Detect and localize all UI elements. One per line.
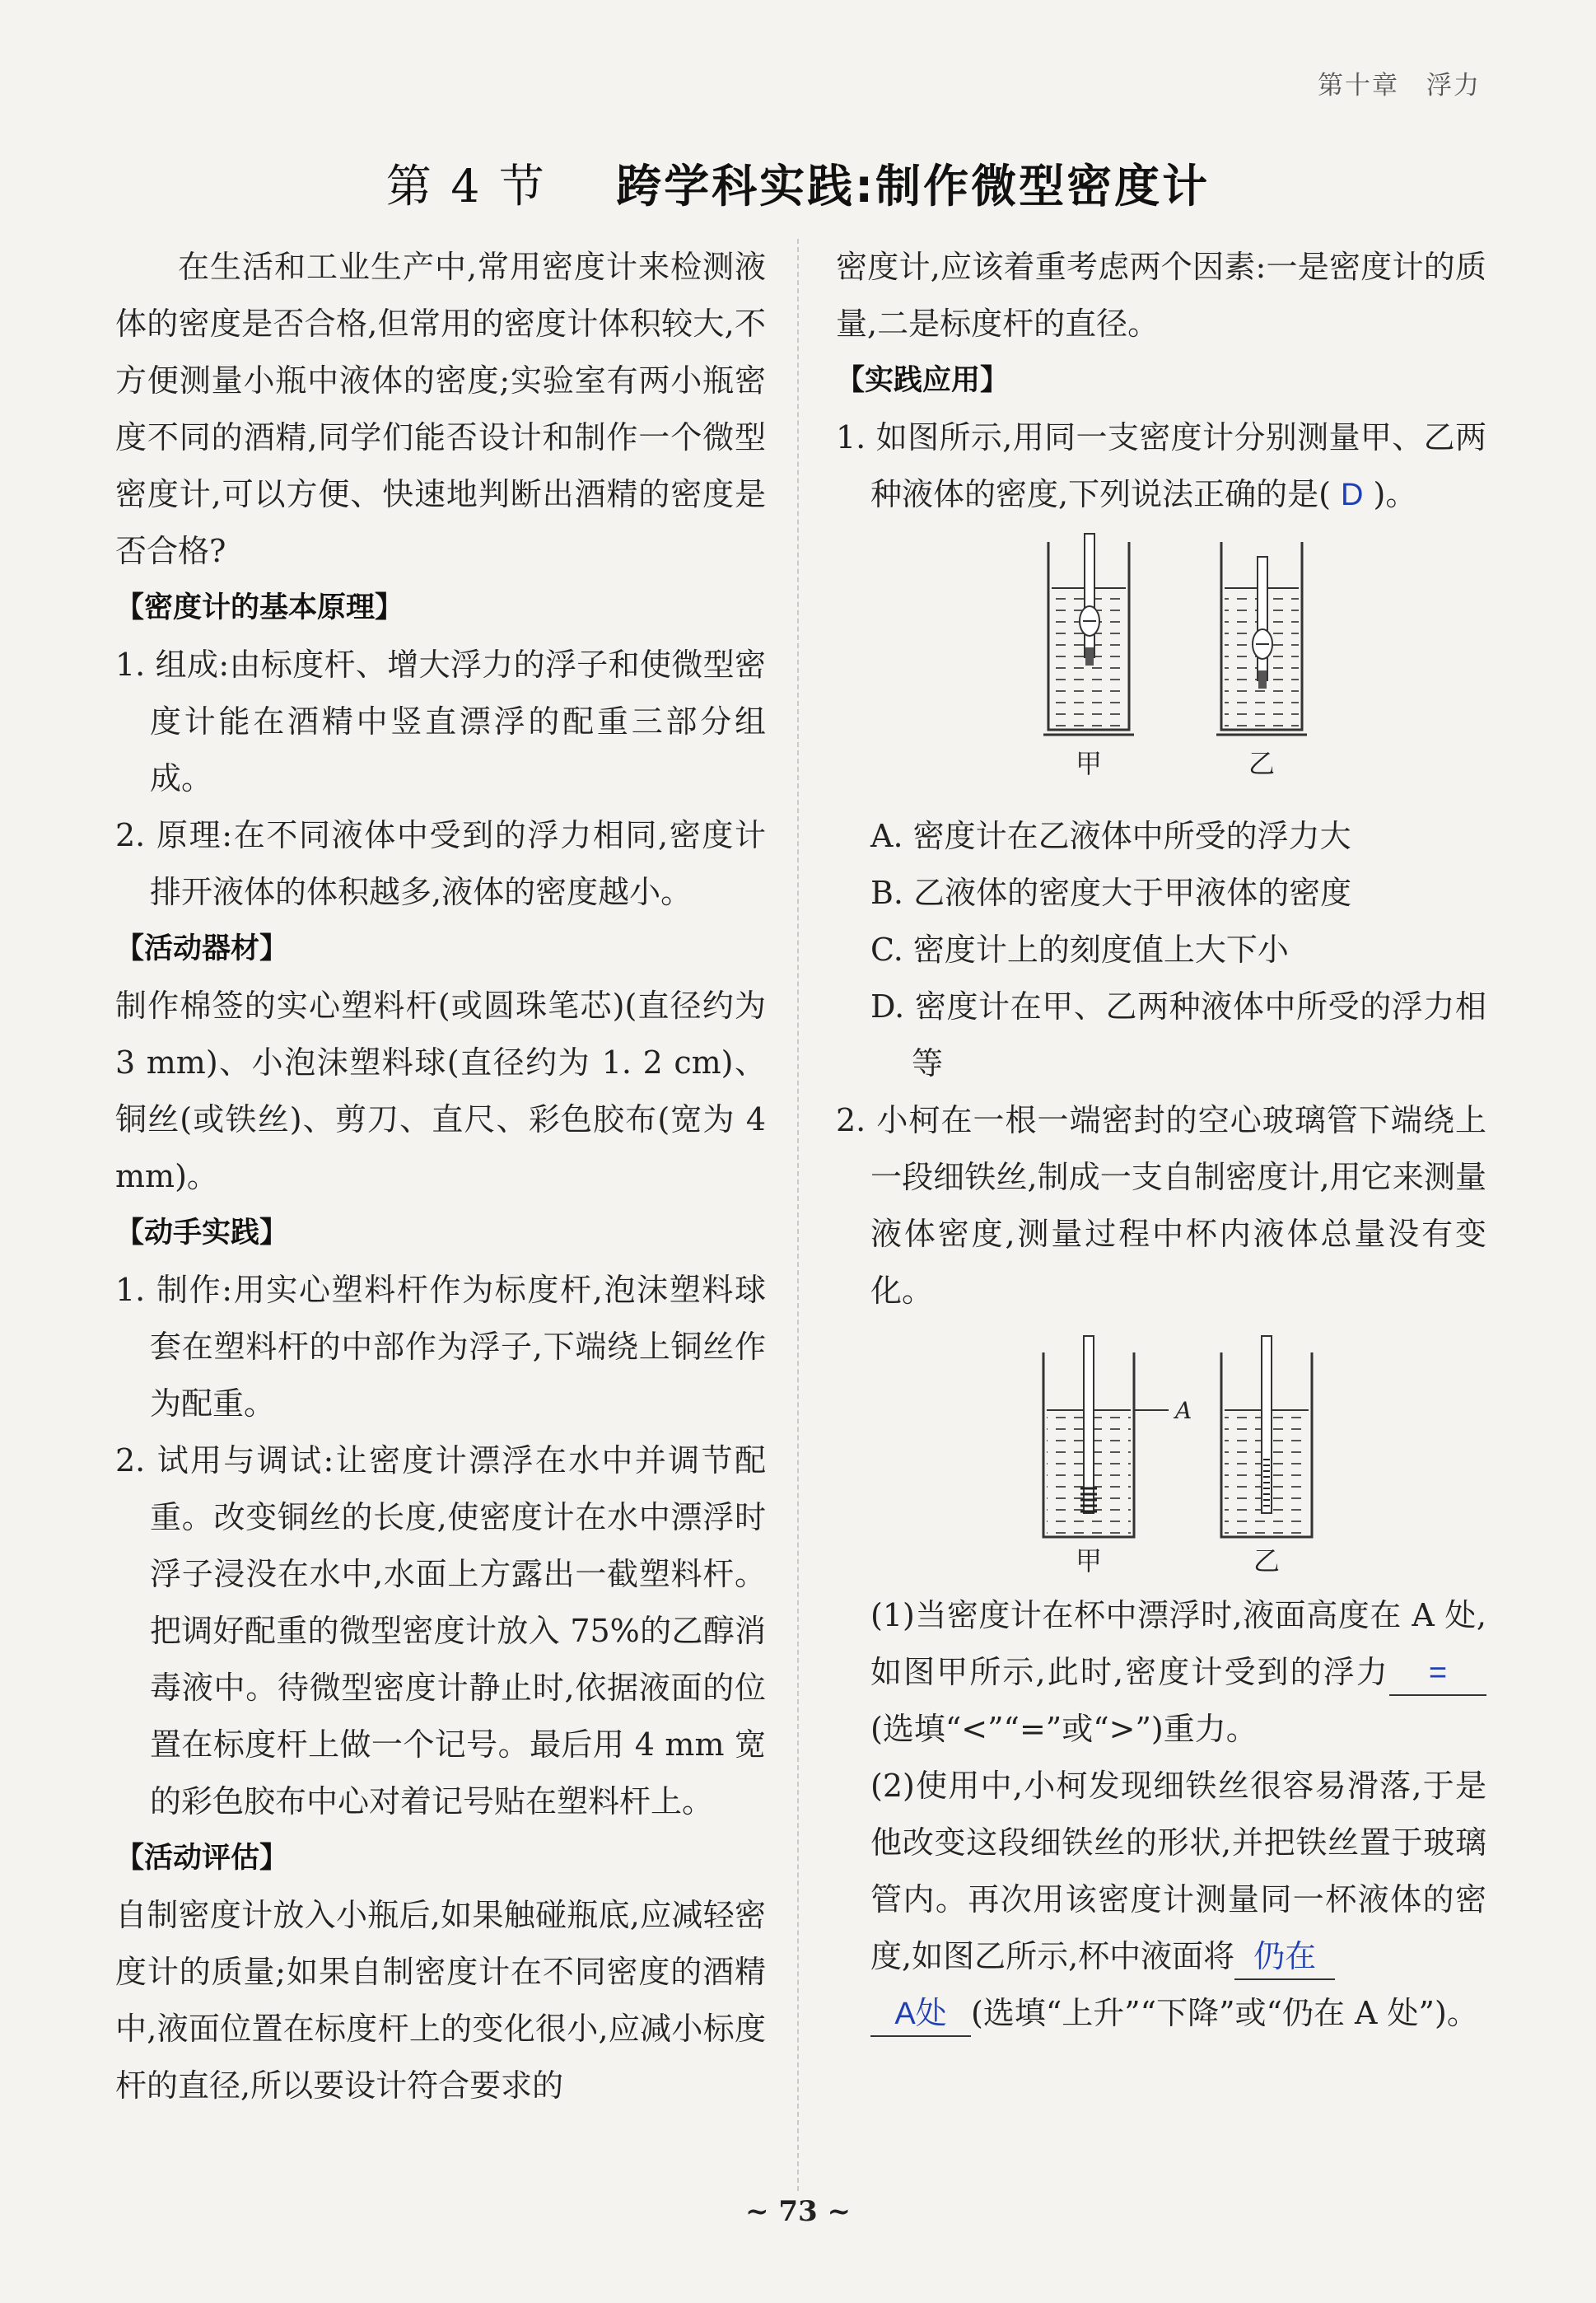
left-column bbox=[115, 239, 766, 2114]
q2-fig-label-jia: 甲 bbox=[1075, 1545, 1103, 1577]
column-divider bbox=[797, 239, 799, 2191]
section-number: 第 4 节 bbox=[385, 160, 547, 213]
q2-sub-1 bbox=[836, 1587, 1486, 1758]
application-heading: 【实践应用】 bbox=[836, 364, 1010, 397]
q1-stem-after: )。 bbox=[1373, 476, 1417, 512]
q2-fig-label-yi: 乙 bbox=[1253, 1545, 1281, 1577]
section-title bbox=[0, 150, 1596, 215]
q2-sub2-answer-1: 仍在 bbox=[1253, 1940, 1317, 1974]
practice-heading: 【动手实践】 bbox=[115, 1217, 289, 1250]
chapter-header: 第十章 浮力 bbox=[1318, 71, 1481, 100]
question-1-stem bbox=[836, 409, 1486, 524]
principle-item: 2. 原理:在不同液体中受到的浮力相同,密度计排开液体的体积越多,液体的密度越小。 bbox=[115, 817, 766, 910]
beaker-2-jia bbox=[1043, 1336, 1192, 1537]
practice-item: 1. 制作:用实心塑料杆作为标度杆,泡沫塑料球套在塑料杆的中部作为浮子,下端绕上铜丝作为配重。 bbox=[115, 1272, 766, 1422]
evaluation-text: 自制密度计放入小瓶后,如果触碰瓶底,应减轻密度计的质量;如果自制密度计在不同密度的酒精中,液面位置在标度杆上的变化很小,应减小标度杆的直径,所以要设计符合要求的 bbox=[115, 1897, 766, 2104]
q1-stem-before: 1. 如图所示,用同一支密度计分别测量甲、乙两种液体的密度,下列说法正确的是( bbox=[836, 419, 1486, 512]
q1-option-d: D. 密度计在甲、乙两种液体中所受的浮力相等 bbox=[870, 988, 1486, 1081]
q2-sub1-blank bbox=[1389, 1651, 1486, 1696]
q2-figure bbox=[836, 1320, 1486, 1587]
q2-sub2-answer-2: A处 bbox=[894, 1997, 947, 2031]
q2-sub2-after: (选填“上升”“下降”或“仍在 A 处”)。 bbox=[971, 1995, 1478, 2031]
evaluation-heading: 【活动评估】 bbox=[115, 1842, 289, 1875]
level-mark-a: A bbox=[1175, 1397, 1192, 1424]
q2-sub2-blank-1 bbox=[1234, 1935, 1335, 1980]
beaker-2-yi bbox=[1221, 1336, 1312, 1537]
q1-answer: D bbox=[1341, 478, 1364, 512]
q2-sub-2 bbox=[836, 1758, 1486, 2042]
beaker-jia bbox=[1043, 534, 1134, 735]
q1-figure bbox=[836, 524, 1486, 808]
principle-heading: 【密度计的基本原理】 bbox=[115, 591, 404, 624]
q1-fig-label-yi: 乙 bbox=[1248, 748, 1276, 779]
hydrometer-figure-1 bbox=[836, 524, 1486, 808]
hydrometer-figure-2 bbox=[836, 1320, 1486, 1587]
materials-text: 制作棉签的实心塑料杆(或圆珠笔芯)(直径约为 3 mm)、小泡沫塑料球(直径约为 1. 2 cm)、铜丝(或铁丝)、剪刀、直尺、彩色胶布(宽为 4 mm)。 bbox=[115, 988, 766, 1194]
page-number: ~ 73 ~ bbox=[745, 2195, 851, 2228]
q1-fig-label-jia: 甲 bbox=[1075, 748, 1103, 779]
q2-sub1-after: (选填“<”“=”或“>”)重力。 bbox=[870, 1711, 1258, 1747]
q1-option-a: A. 密度计在乙液体中所受的浮力大 bbox=[870, 818, 1351, 854]
section-name: 跨学科实践:制作微型密度计 bbox=[616, 160, 1211, 213]
intro-paragraph: 在生活和工业生产中,常用密度计来检测液体的密度是否合格,但常用的密度计体积较大,不方便测量小瓶中液体的密度;实验室有两小瓶密度不同的酒精,同学们能否设计和制作一个微型密度计,可以方便、快速地判断出酒精的密度是否合格? bbox=[115, 249, 766, 569]
practice-item: 2. 试用与调试:让密度计漂浮在水中并调节配重。改变铜丝的长度,使密度计在水中漂浮时浮子浸没在水中,水面上方露出一截塑料杆。把调好配重的微型密度计放入 75%的乙醇消毒液中。待微型密度计静止时,依据液面的位置在标度杆上做一个记号。最后用 4 mm 宽的彩色胶布中心对着记号贴在塑料杆上。 bbox=[115, 1442, 766, 1820]
question-2-stem: 2. 小柯在一根一端密封的空心玻璃管下端绕上一段细铁丝,制成一支自制密度计,用它来测量液体密度,测量过程中杯内液体总量没有变化。 bbox=[836, 1102, 1486, 1309]
q1-option-b: B. 乙液体的密度大于甲液体的密度 bbox=[870, 875, 1352, 911]
continuation-text: 密度计,应该着重考虑两个因素:一是密度计的质量,二是标度杆的直径。 bbox=[836, 249, 1486, 342]
q1-option-c: C. 密度计上的刻度值上大下小 bbox=[870, 932, 1289, 968]
q2-sub1-answer: = bbox=[1428, 1656, 1448, 1690]
right-column bbox=[836, 239, 1486, 2042]
materials-heading: 【活动器材】 bbox=[115, 932, 289, 965]
principle-item: 1. 组成:由标度杆、增大浮力的浮子和使微型密度计能在酒精中竖直漂浮的配重三部分组成。 bbox=[115, 647, 766, 796]
q2-sub2-blank-2 bbox=[870, 1992, 971, 2037]
beaker-yi bbox=[1216, 542, 1307, 735]
q2-sub2-before: (2)使用中,小柯发现细铁丝很容易滑落,于是他改变这段细铁丝的形状,并把铁丝置于玻璃管内。再次用该密度计测量同一杯液体的密度,如图乙所示,杯中液面将 bbox=[870, 1768, 1486, 1974]
q2-sub1-before: (1)当密度计在杯中漂浮时,液面高度在 A 处,如图甲所示,此时,密度计受到的浮力 bbox=[870, 1597, 1486, 1690]
